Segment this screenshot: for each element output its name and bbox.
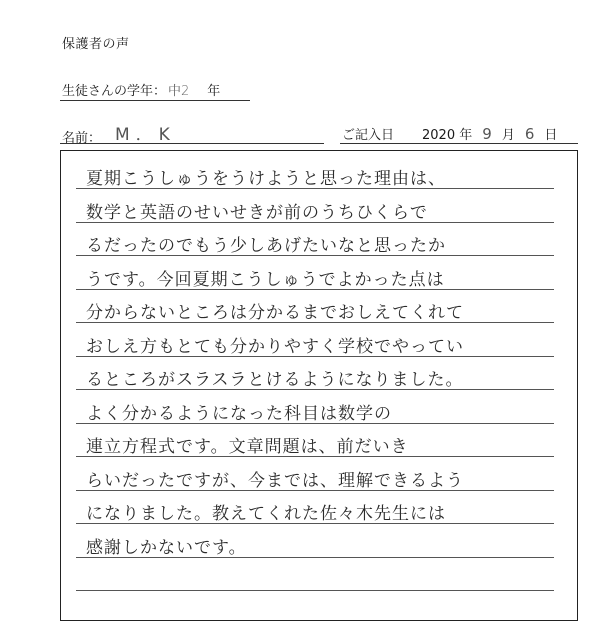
comment-line: おしえ方もとても分かりやすく学校でやってい	[86, 336, 464, 357]
ruled-line	[76, 456, 554, 457]
heading: 保護者の声	[62, 37, 130, 52]
grade-row	[62, 80, 220, 99]
comment-line: るだったのでもう少しあげたいなと思ったか	[86, 236, 446, 256]
comment-line: になりました。教えてくれた佐々木先生には	[86, 504, 446, 524]
date-underline	[340, 143, 578, 144]
ruled-line	[76, 255, 554, 256]
date-label: ご記入日	[342, 128, 395, 143]
date-month-unit: 月	[501, 128, 515, 143]
date-day-unit: 日	[544, 128, 558, 143]
date-year-unit: 年	[459, 128, 473, 143]
comment-line: 数学と英語のせいせきが前のうちひくらで	[86, 202, 428, 223]
ruled-line	[76, 222, 554, 223]
grade-suffix: 年	[207, 84, 221, 99]
name-label: 名前：	[62, 131, 102, 146]
comment-line: るところがスラスラとけるようになりました。	[86, 370, 464, 390]
comment-line: 分からないところは分かるまでおしえてくれて	[86, 303, 464, 323]
ruled-line	[76, 322, 554, 323]
grade-underline	[60, 100, 250, 101]
ruled-line	[76, 423, 554, 424]
ruled-line	[76, 557, 554, 558]
name-value: M．K	[115, 125, 176, 145]
comment-line: らいだったですが、今までは、理解できるよう	[86, 470, 464, 491]
ruled-line	[76, 490, 554, 491]
comment-line: 夏期こうしゅうをうけようと思った理由は、	[86, 169, 446, 189]
date-month: 9	[482, 125, 492, 143]
ruled-line	[76, 389, 554, 390]
ruled-line	[76, 523, 554, 524]
comment-line: うです。今回夏期こうしゅうでよかった点は	[86, 269, 445, 290]
date-day: 6	[524, 125, 535, 143]
name-underline	[60, 143, 324, 144]
ruled-line	[76, 590, 554, 591]
comment-line: 感謝しかないです。	[86, 537, 247, 558]
grade-label: 生徒さんの学年：	[62, 84, 167, 99]
ruled-line	[76, 356, 554, 357]
comment-line: 連立方程式です。文章問題は、前だいき	[86, 437, 409, 457]
grade-value: 中2	[168, 84, 190, 99]
comment-line: よく分かるようになった科目は数学の	[86, 403, 392, 424]
ruled-line	[76, 188, 554, 189]
date-row	[342, 124, 557, 143]
date-year: 2020	[422, 128, 456, 143]
ruled-line	[76, 289, 554, 290]
